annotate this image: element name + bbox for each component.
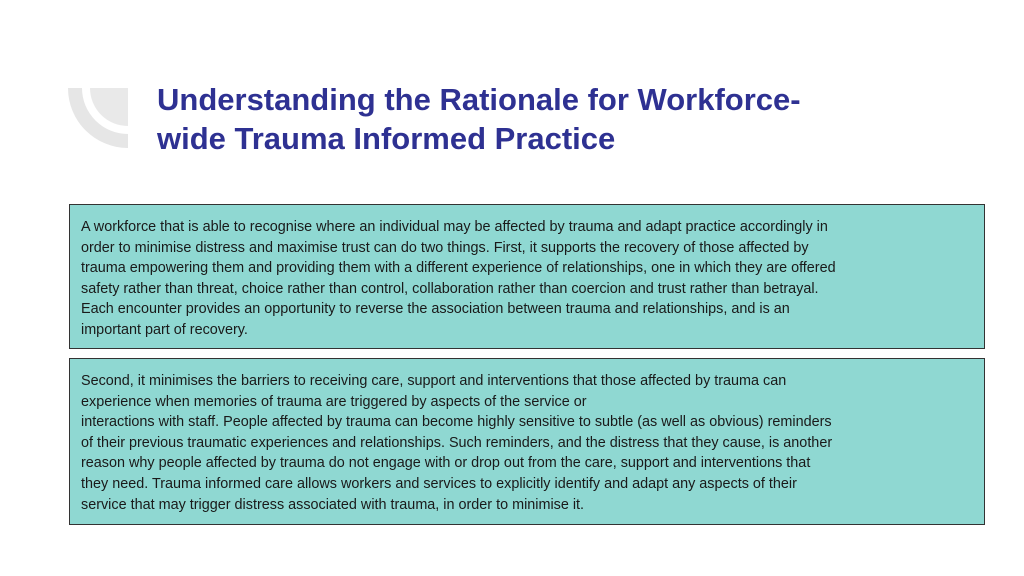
paragraph-line: reason why people affected by trauma do not engage with or drop out from the care, support and interventions that	[81, 455, 811, 472]
text-box-second-point	[69, 358, 985, 525]
text-box-first-point	[69, 204, 985, 349]
paragraph-line: safety rather than threat, choice rather than control, collaboration rather than coercion and trust rather than betrayal.	[81, 280, 819, 297]
paragraph-line: they need. Trauma informed care allows workers and services to explicitly identify and adapt any aspects of their	[81, 475, 797, 492]
slide-title	[157, 80, 957, 158]
slide-title-line-2: wide Trauma Informed Practice	[157, 121, 616, 156]
slide-title-line-1: Understanding the Rationale for Workforce-	[157, 82, 801, 117]
paragraph-first-point	[81, 217, 974, 341]
decorative-quarter-circle-icon	[68, 88, 128, 148]
paragraph-line: trauma empowering them and providing them with a different experience of relationships, one in which they are offered	[81, 260, 836, 277]
paragraph-line: interactions with staff. People affected by trauma can become highly sensitive to subtle (as well as obvious) reminders	[81, 414, 832, 431]
paragraph-second-point	[81, 371, 974, 515]
paragraph-line: Second, it minimises the barriers to receiving care, support and interventions that those affected by trauma can	[81, 373, 787, 389]
paragraph-line: A workforce that is able to recognise where an individual may be affected by trauma and adapt practice accordingly in	[81, 219, 828, 235]
paragraph-line: Each encounter provides an opportunity to reverse the association between trauma and relationships, and is an	[81, 301, 790, 318]
paragraph-line: order to minimise distress and maximise trust can do two things. First, it supports the recovery of those affected by	[81, 239, 809, 256]
paragraph-line: of their previous traumatic experiences and relationships. Such reminders, and the distress that they cause, is another	[81, 434, 833, 451]
paragraph-line: experience when memories of trauma are triggered by aspects of the service or	[81, 393, 587, 410]
paragraph-line: service that may trigger distress associated with trauma, in order to minimise it.	[81, 496, 585, 513]
paragraph-line: important part of recovery.	[81, 321, 248, 338]
